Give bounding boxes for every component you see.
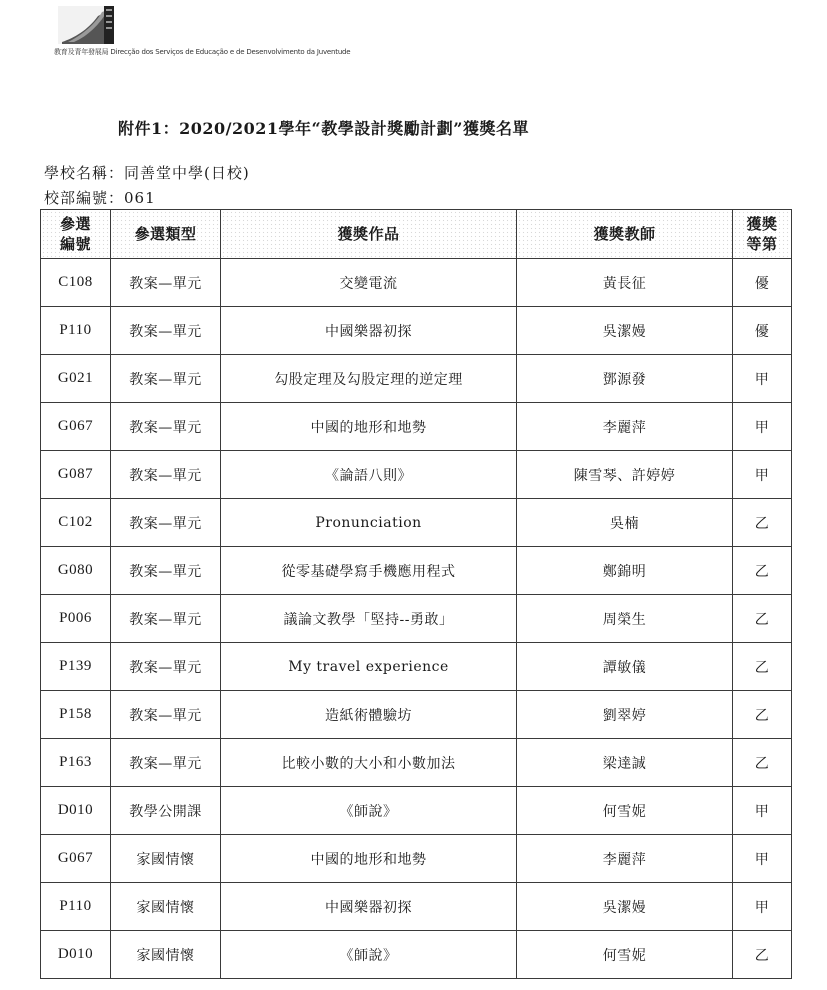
award-work-cell: 比較小數的大小和小數加法 bbox=[221, 739, 517, 787]
award-grade-cell: 甲 bbox=[733, 835, 792, 883]
award-work-cell: 中國樂器初探 bbox=[221, 307, 517, 355]
award-work-cell: 議論文教學「堅持--勇敢」 bbox=[221, 595, 517, 643]
table-row bbox=[41, 451, 792, 499]
entry-number-cell: P006 bbox=[41, 595, 111, 643]
entry-type-cell: 教案—單元 bbox=[111, 595, 221, 643]
entry-type-cell: 家國情懷 bbox=[111, 931, 221, 979]
award-teacher-cell: 黃長征 bbox=[517, 259, 733, 307]
entry-number-cell: P110 bbox=[41, 883, 111, 931]
entry-number-cell: D010 bbox=[41, 787, 111, 835]
header-award-grade: 獲獎 等第 bbox=[733, 210, 792, 259]
entry-type-cell: 教學公開課 bbox=[111, 787, 221, 835]
award-work-cell: 中國的地形和地勢 bbox=[221, 403, 517, 451]
entry-number-cell: P163 bbox=[41, 739, 111, 787]
logo-text: 教育及青年發展局 Direcção dos Serviços de Educação e de Desenvolvimento da Juventude bbox=[54, 48, 351, 56]
award-table bbox=[40, 209, 792, 979]
award-teacher-cell: 何雪妮 bbox=[517, 931, 733, 979]
entry-number-cell: C102 bbox=[41, 499, 111, 547]
table-row bbox=[41, 739, 792, 787]
award-grade-cell: 甲 bbox=[733, 787, 792, 835]
header-award-teacher: 獲獎教師 bbox=[517, 210, 733, 259]
award-teacher-cell: 鄭錦明 bbox=[517, 547, 733, 595]
table-row bbox=[41, 307, 792, 355]
table-row bbox=[41, 691, 792, 739]
entry-type-cell: 家國情懷 bbox=[111, 835, 221, 883]
award-teacher-cell: 周榮生 bbox=[517, 595, 733, 643]
award-teacher-cell: 吳潔嫚 bbox=[517, 883, 733, 931]
award-teacher-cell: 何雪妮 bbox=[517, 787, 733, 835]
table-row bbox=[41, 931, 792, 979]
table-row bbox=[41, 643, 792, 691]
table-row bbox=[41, 595, 792, 643]
table-row bbox=[41, 883, 792, 931]
award-teacher-cell: 吳潔嫚 bbox=[517, 307, 733, 355]
award-work-cell: My travel experience bbox=[221, 643, 517, 691]
award-work-cell: Pronunciation bbox=[221, 499, 517, 547]
table-row bbox=[41, 835, 792, 883]
entry-number-cell: G080 bbox=[41, 547, 111, 595]
award-grade-cell: 優 bbox=[733, 307, 792, 355]
entry-type-cell: 教案—單元 bbox=[111, 451, 221, 499]
award-grade-cell: 甲 bbox=[733, 403, 792, 451]
award-work-cell: 《論語八則》 bbox=[221, 451, 517, 499]
award-teacher-cell: 鄧源發 bbox=[517, 355, 733, 403]
table-header-row bbox=[41, 210, 792, 259]
award-grade-cell: 甲 bbox=[733, 451, 792, 499]
table-row bbox=[41, 403, 792, 451]
entry-type-cell: 家國情懷 bbox=[111, 883, 221, 931]
award-work-cell: 從零基礎學寫手機應用程式 bbox=[221, 547, 517, 595]
entry-number-cell: G021 bbox=[41, 355, 111, 403]
award-work-cell: 中國的地形和地勢 bbox=[221, 835, 517, 883]
entry-number-cell: P139 bbox=[41, 643, 111, 691]
award-teacher-cell: 吳楠 bbox=[517, 499, 733, 547]
entry-number-cell: D010 bbox=[41, 931, 111, 979]
award-grade-cell: 乙 bbox=[733, 547, 792, 595]
table-row bbox=[41, 355, 792, 403]
entry-number-cell: C108 bbox=[41, 259, 111, 307]
header-award-work: 獲獎作品 bbox=[221, 210, 517, 259]
entry-type-cell: 教案—單元 bbox=[111, 499, 221, 547]
school-code: 校部編號：061 bbox=[44, 189, 156, 207]
award-teacher-cell: 陳雪琴、許婷婷 bbox=[517, 451, 733, 499]
entry-number-cell: G067 bbox=[41, 403, 111, 451]
award-work-cell: 造紙術體驗坊 bbox=[221, 691, 517, 739]
entry-type-cell: 教案—單元 bbox=[111, 691, 221, 739]
entry-number-cell: G087 bbox=[41, 451, 111, 499]
entry-type-cell: 教案—單元 bbox=[111, 643, 221, 691]
award-grade-cell: 乙 bbox=[733, 691, 792, 739]
table-row bbox=[41, 499, 792, 547]
entry-type-cell: 教案—單元 bbox=[111, 307, 221, 355]
entry-number-cell: P158 bbox=[41, 691, 111, 739]
award-work-cell: 中國樂器初探 bbox=[221, 883, 517, 931]
header-entry-number: 參選 編號 bbox=[41, 210, 111, 259]
entry-number-cell: G067 bbox=[41, 835, 111, 883]
entry-type-cell: 教案—單元 bbox=[111, 739, 221, 787]
award-grade-cell: 乙 bbox=[733, 739, 792, 787]
award-work-cell: 《師說》 bbox=[221, 787, 517, 835]
table-row bbox=[41, 787, 792, 835]
award-teacher-cell: 梁達誠 bbox=[517, 739, 733, 787]
entry-type-cell: 教案—單元 bbox=[111, 547, 221, 595]
entry-type-cell: 教案—單元 bbox=[111, 355, 221, 403]
award-grade-cell: 乙 bbox=[733, 643, 792, 691]
award-teacher-cell: 譚敏儀 bbox=[517, 643, 733, 691]
award-grade-cell: 甲 bbox=[733, 883, 792, 931]
school-name: 學校名稱：同善堂中學(日校) bbox=[44, 164, 250, 182]
entry-number-cell: P110 bbox=[41, 307, 111, 355]
award-work-cell: 《師說》 bbox=[221, 931, 517, 979]
table-row bbox=[41, 259, 792, 307]
award-work-cell: 勾股定理及勾股定理的逆定理 bbox=[221, 355, 517, 403]
entry-type-cell: 教案—單元 bbox=[111, 259, 221, 307]
header-entry-type: 參選類型 bbox=[111, 210, 221, 259]
table-body bbox=[41, 259, 792, 979]
award-teacher-cell: 李麗萍 bbox=[517, 403, 733, 451]
award-grade-cell: 乙 bbox=[733, 595, 792, 643]
document-title: 附件1：2020/2021學年“教學設計獎勵計劃”獲獎名單 bbox=[118, 119, 529, 138]
award-teacher-cell: 李麗萍 bbox=[517, 835, 733, 883]
award-grade-cell: 乙 bbox=[733, 499, 792, 547]
award-grade-cell: 乙 bbox=[733, 931, 792, 979]
table-row bbox=[41, 547, 792, 595]
award-work-cell: 交變電流 bbox=[221, 259, 517, 307]
award-teacher-cell: 劉翠婷 bbox=[517, 691, 733, 739]
award-grade-cell: 優 bbox=[733, 259, 792, 307]
entry-type-cell: 教案—單元 bbox=[111, 403, 221, 451]
award-grade-cell: 甲 bbox=[733, 355, 792, 403]
